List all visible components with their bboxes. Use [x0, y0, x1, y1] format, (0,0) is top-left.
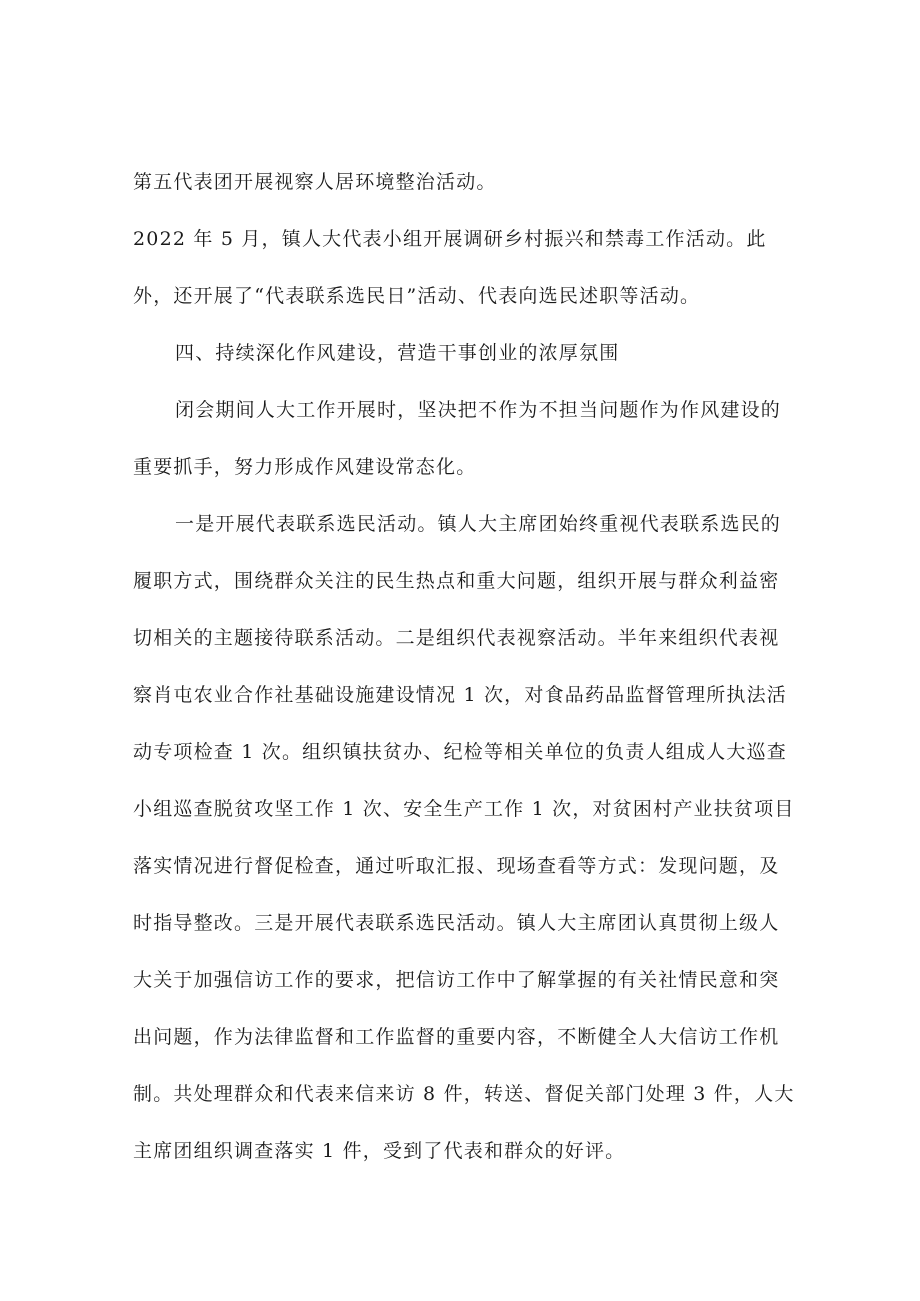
text-line: 闭会期间人大工作开展时，坚决把不作为不担当问题作为作风建设的	[175, 399, 782, 421]
text-line: 履职方式，围绕群众关注的民生热点和重大问题，组织开展与群众利益密	[133, 570, 780, 592]
text-line: 第五代表团开展视察人居环境整治活动。	[133, 171, 497, 193]
text-line: 察肖屯农业合作社基础设施建设情况 1 次，对食品药品监督管理所执法活	[133, 684, 787, 706]
text-line: 时指导整改。三是开展代表联系选民活动。镇人大主席团认真贯彻上级人	[133, 912, 780, 934]
text-line: 制。共处理群众和代表来信来访 8 件，转送、督促关部门处理 3 件，人大	[133, 1083, 795, 1105]
text-line: 一是开展代表联系选民活动。镇人大主席团始终重视代表联系选民的	[175, 513, 782, 535]
text-line: 切相关的主题接待联系活动。二是组织代表视察活动。半年来组织代表视	[133, 627, 780, 649]
text-line: 小组巡查脱贫攻坚工作 1 次、安全生产工作 1 次，对贫困村产业扶贫项目	[133, 798, 795, 820]
text-line: 重要抓手，努力形成作风建设常态化。	[133, 456, 477, 478]
text-line: 主席团组织调查落实 1 件，受到了代表和群众的好评。	[133, 1140, 626, 1162]
text-line: 外，还开展了“代表联系选民日”活动、代表向选民述职等活动。	[133, 285, 701, 307]
section-heading: 四、持续深化作风建设，营造干事创业的浓厚氛围	[175, 342, 620, 364]
text-line: 大关于加强信访工作的要求，把信访工作中了解掌握的有关社情民意和突	[133, 969, 780, 991]
text-line: 动专项检查 1 次。组织镇扶贫办、纪检等相关单位的负责人组成人大巡查	[133, 741, 787, 763]
text-line: 落实情况进行督促检查，通过听取汇报、现场查看等方式：发现问题，及	[133, 855, 780, 877]
text-line: 2022 年 5 月，镇人大代表小组开展调研乡村振兴和禁毒工作活动。此	[133, 228, 767, 250]
text-line: 出问题，作为法律监督和工作监督的重要内容，不断健全人大信访工作机	[133, 1026, 780, 1048]
